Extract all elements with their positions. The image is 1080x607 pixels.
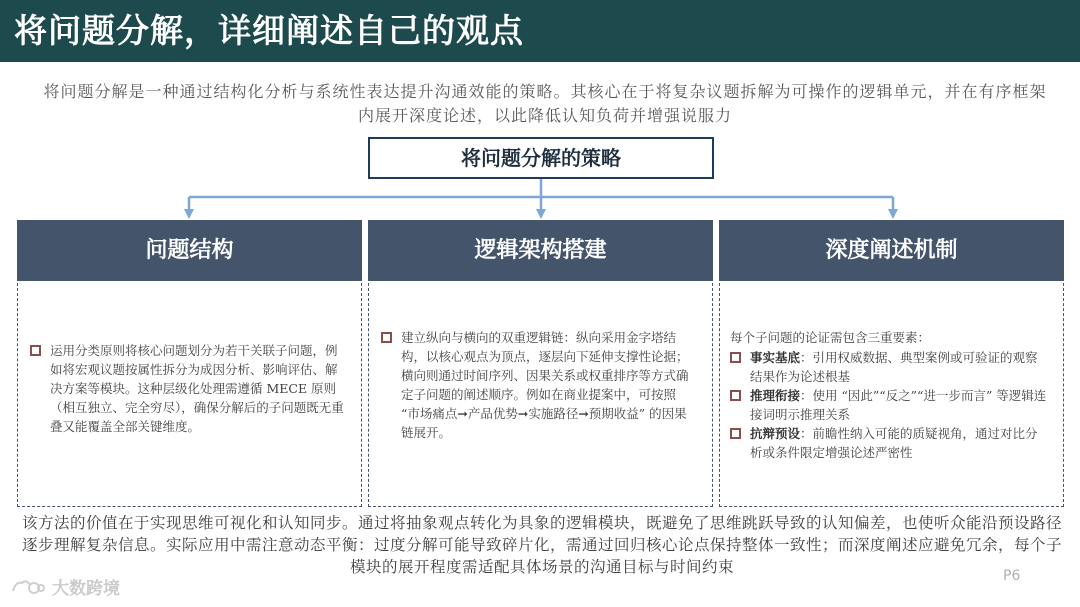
page-title: 将问题分解，详细阐述自己的观点	[14, 11, 524, 50]
page-number: P6	[1003, 568, 1021, 584]
list-item	[30, 341, 347, 436]
list-item-bold-label: 推理衔接	[750, 388, 801, 403]
column-lead-text: 每个子问题的论证需包含三重要素：	[730, 330, 931, 345]
watermark	[10, 574, 120, 599]
list-item-body: ：使用 “因此”“反之”“进一步而言” 等逻辑连接词明示推理关系	[750, 388, 1047, 422]
list-item-text	[750, 348, 1049, 386]
column-header-problem-structure: 问题结构	[17, 220, 362, 281]
list-item	[381, 328, 698, 442]
strategy-box: 将问题分解的策略	[368, 137, 714, 179]
list-item-bold-label: 抗辩预设	[750, 426, 801, 441]
list-item	[730, 424, 1049, 462]
checkbox-bullet-icon	[730, 390, 741, 401]
column-header-logic-architecture: 逻辑架构搭建	[368, 220, 713, 281]
column-body-problem-structure	[17, 283, 362, 507]
brand-logo-icon	[10, 577, 46, 597]
list-item-bold-label: 事实基底	[750, 350, 801, 365]
list-item-text: 建立纵向与横向的双重逻辑链：纵向采用金字塔结构，以核心观点为顶点，逐层向下延伸支撑性论据；横向则通过时间序列、因果关系或权重排序等方式确定子问题的阐述顺序。例如在商业提案中，可按照 “市场痛点➞产品优势➞实施路径➞预期收益” 的因果链展开。	[401, 330, 689, 440]
summary-paragraph: 该方法的价值在于实现思维可视化和认知同步。通过将抽象观点转化为具象的逻辑模块，既避免了思维跳跃导致的认知偏差，也使听众能沿预设路径逐步理解复杂信息。实际应用中需注意动态平衡：过度分解可能导致碎片化，需通过回归核心论点保持整体一致性；而深度阐述应避免冗余，每个子模块的展开程度需适配具体场景的沟通目标与时间约束	[22, 514, 1063, 576]
intro-paragraph: 将问题分解是一种通过结构化分析与系统性表达提升沟通效能的策略。其核心在于将复杂议题拆解为可操作的逻辑单元，并在有序框架内展开深度论述，以此降低认知负荷并增强说服力	[43, 82, 1047, 125]
list-item-body: ：引用权威数据、典型案例或可验证的观察结果作为论述根基	[750, 350, 1038, 384]
column-body-deep-elaboration	[719, 283, 1064, 507]
checkbox-bullet-icon	[730, 428, 741, 439]
checkbox-bullet-icon	[381, 332, 392, 343]
list-item-text	[750, 386, 1049, 424]
list-item	[730, 386, 1049, 424]
checkbox-bullet-icon	[730, 352, 741, 363]
watermark-text: 大数跨境	[52, 579, 120, 599]
list-item-text	[750, 424, 1049, 462]
checkbox-bullet-icon	[30, 345, 41, 356]
list-item	[730, 348, 1049, 386]
title-bar	[0, 0, 1080, 62]
column-body-logic-architecture	[368, 283, 713, 507]
list-item-text: 运用分类原则将核心问题划分为若干关联子问题，例如将宏观议题按属性拆分为成因分析、影响评估、解决方案等模块。这种层级化处理需遵循 MECE 原则（相互独立、完全穷尽），确保分解后的子问题既无重叠又能覆盖全部关键维度。	[50, 343, 344, 434]
column-header-deep-elaboration: 深度阐述机制	[719, 220, 1064, 281]
list-item-body: ：前瞻性纳入可能的质疑视角，通过对比分析或条件限定增强论述严密性	[750, 426, 1038, 460]
